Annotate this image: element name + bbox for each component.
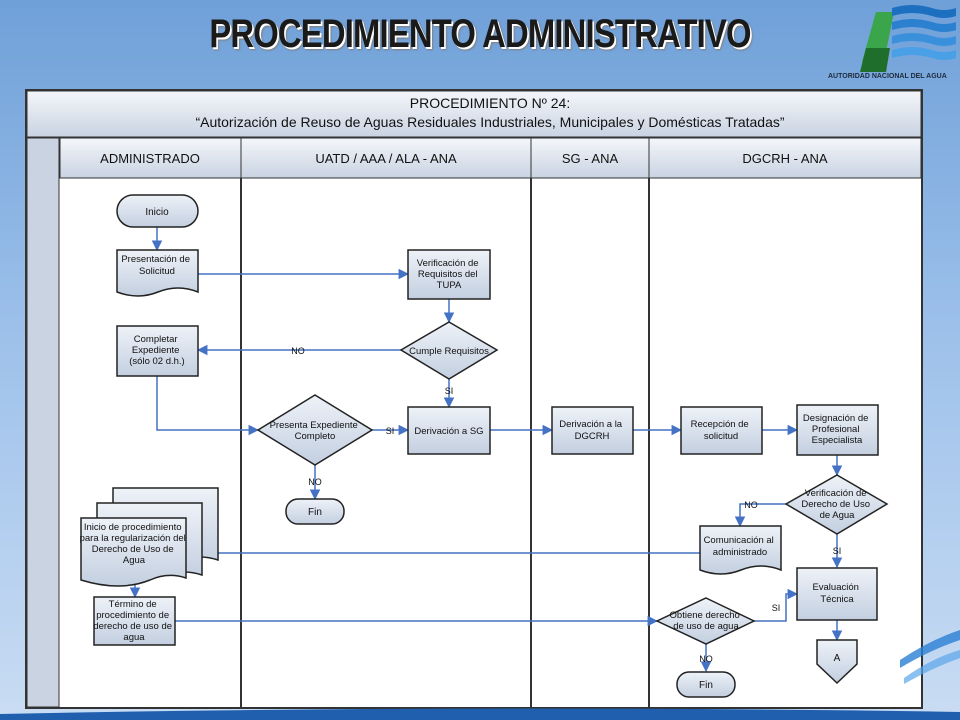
label-si-obtiene: SI xyxy=(771,603,781,613)
lane-label-dgcrh: DGCRH - ANA xyxy=(742,151,828,166)
node-verificacion-l1: Verificación de xyxy=(416,258,479,269)
node-derivacion-dgcrh-l2: DGCRH xyxy=(574,431,610,442)
logo-caption: AUTORIDAD NACIONAL DEL AGUA xyxy=(828,73,947,80)
node-inicio-proc-l4: Agua xyxy=(122,555,146,566)
node-presenta-l2: Completo xyxy=(294,431,336,442)
node-termino-l2: procedimiento de xyxy=(96,610,170,621)
node-designacion-l3: Especialista xyxy=(811,435,863,446)
label-no-obtiene: NO xyxy=(699,654,713,664)
node-termino-l1: Término de xyxy=(108,599,157,610)
lane-label-sg: SG - ANA xyxy=(561,151,619,166)
node-verificacion-l3: TUPA xyxy=(436,280,462,291)
node-comunicacion-l1: Comunicación al xyxy=(703,535,774,546)
bottom-swoosh xyxy=(0,700,960,720)
svg-text:Completar Expediente ( xyxy=(129,334,184,367)
node-comunicacion-l2: administrado xyxy=(712,547,768,558)
node-connector-a-label: A xyxy=(833,653,841,664)
svg-text:Comunicación al administra xyxy=(704,535,777,558)
svg-text:Designación de Profesional xyxy=(803,413,871,446)
node-fin2-label: Fin xyxy=(699,680,713,691)
node-verif-derecho-l2: Derecho de Uso xyxy=(801,499,871,510)
node-obtiene-l2: de uso de agua xyxy=(673,621,739,632)
node-cumple-label: Cumple Requisitos xyxy=(409,346,489,357)
side-stripe xyxy=(27,138,59,707)
node-fin1-label: Fin xyxy=(308,507,322,518)
node-designacion-l1: Designación de xyxy=(802,413,869,424)
node-verif-derecho-l1: Verificación de xyxy=(804,488,867,499)
node-inicio-label: Inicio xyxy=(145,207,169,218)
node-inicio-proc-l2: para la regularización del xyxy=(79,533,186,544)
node-completar-l3: (sólo 02 d.h.) xyxy=(129,356,185,367)
node-recepcion-l1: Recepción de xyxy=(690,419,749,430)
label-si-presenta: SI xyxy=(385,426,395,436)
node-evaluacion-l1: Evaluación xyxy=(812,582,859,593)
node-inicio-proc-l1: Inicio de procedimiento xyxy=(83,522,182,533)
node-recepcion-l2: solicitud xyxy=(703,431,739,442)
label-no-presenta: NO xyxy=(308,477,322,487)
node-completar-l2: Expediente xyxy=(131,345,180,356)
node-completar-l1: Completar xyxy=(133,334,178,345)
slide-title: PROCEDIMIENTO ADMINISTRATIVO xyxy=(209,12,751,56)
label-si-verif: SI xyxy=(832,546,842,556)
node-obtiene-l1: Obtiene derecho xyxy=(669,610,740,621)
label-si-cumple: SI xyxy=(444,386,454,396)
node-presenta-l1: Presenta Expediente xyxy=(269,420,358,431)
lane-label-uatd: UATD / AAA / ALA - ANA xyxy=(315,151,457,166)
node-inicio-proc-l3: Derecho de Uso de xyxy=(91,544,174,555)
node-evaluacion-l2: Técnica xyxy=(820,594,854,605)
label-no-verif: NO xyxy=(744,500,758,510)
lane-label-administrado: ADMINISTRADO xyxy=(100,151,200,166)
node-verificacion-l2: Requisitos del xyxy=(417,269,478,280)
node-verif-derecho-l3: de Agua xyxy=(819,510,855,521)
diagram-header-line2: “Autorización de Reuso de Aguas Residuales Industriales, Municipales y Domésticas Tratadas” xyxy=(195,114,785,130)
node-designacion-l2: Profesional xyxy=(811,424,860,435)
node-termino-l4: agua xyxy=(123,632,145,643)
node-derivacion-dgcrh-l1: Derivación a la xyxy=(559,419,623,430)
node-presentacion-l1: Presentación de xyxy=(121,254,191,265)
node-termino-l3: derecho de uso de xyxy=(93,621,173,632)
diagram-header-line1: PROCEDIMIENTO Nº 24: xyxy=(409,95,571,111)
node-presentacion-l2: Solicitud xyxy=(139,266,175,277)
svg-text:Obtiene derecho de uso de xyxy=(670,610,743,632)
label-no-cumple: NO xyxy=(291,346,305,356)
node-derivacion-sg-label: Derivación a SG xyxy=(414,426,484,437)
